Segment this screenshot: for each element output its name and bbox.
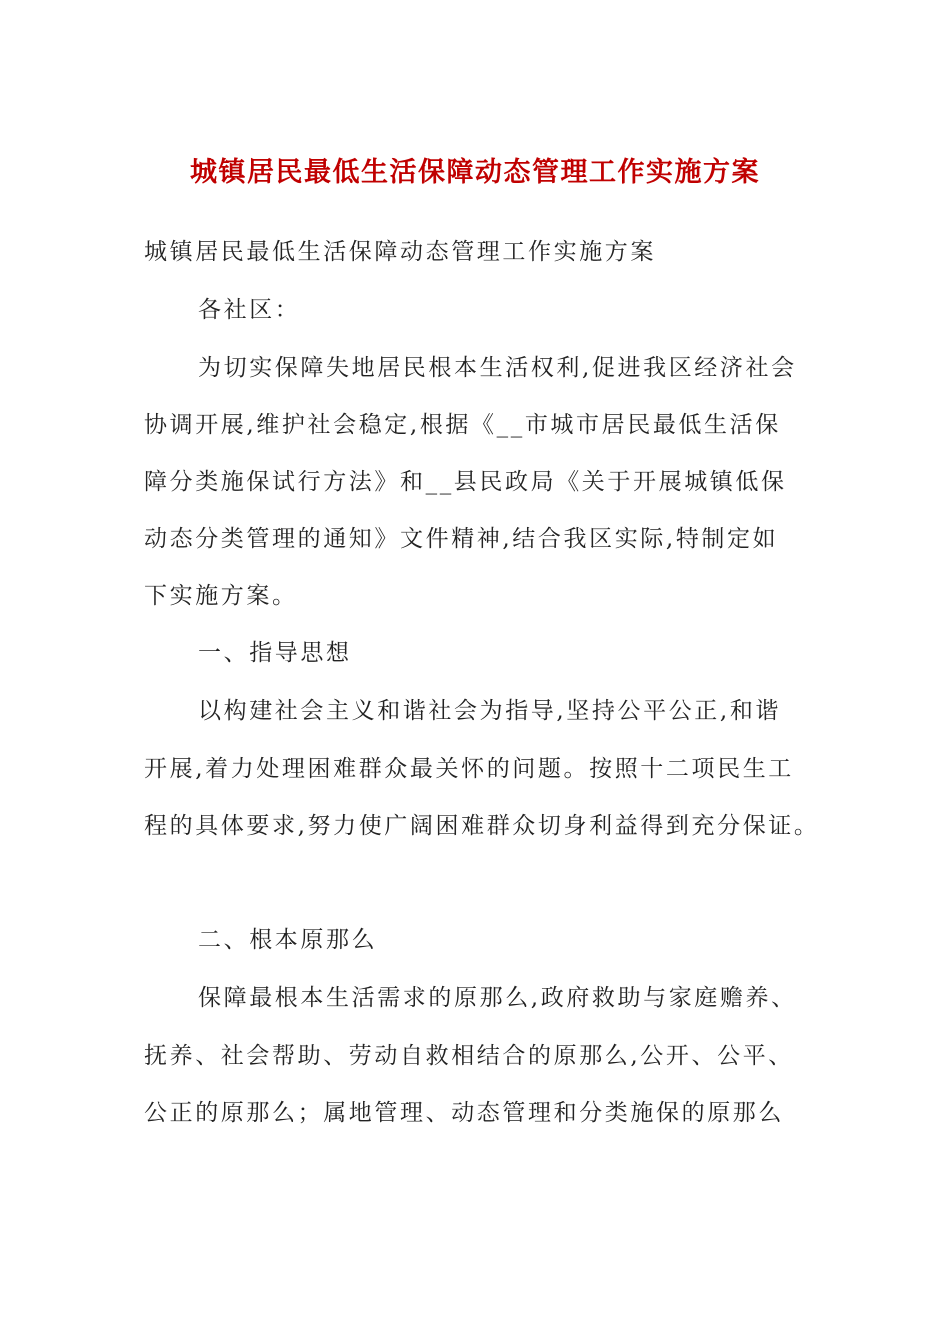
intro-line-2: 协调开展,维护社会稳定,根据《__市城市居民最低生活保 bbox=[144, 412, 781, 438]
section1-line-1: 以构建社会主义和谐社会为指导,坚持公平公正,和谐 bbox=[198, 698, 782, 724]
intro-line-5: 下实施方案。 bbox=[144, 583, 298, 609]
section1-line-3: 程的具体要求,努力使广阔困难群众切身利益得到充分保证。 bbox=[144, 813, 820, 839]
salutation: 各社区： bbox=[198, 297, 301, 323]
document-title: 城镇居民最低生活保障动态管理工作实施方案 bbox=[190, 157, 760, 188]
intro-line-4: 动态分类管理的通知》文件精神,结合我区实际,特制定如 bbox=[144, 526, 779, 552]
section1-heading: 一、指导思想 bbox=[198, 640, 352, 666]
document-subtitle: 城镇居民最低生活保障动态管理工作实施方案 bbox=[144, 239, 656, 265]
intro-line-3: 障分类施保试行方法》和__县民政局《关于开展城镇低保 bbox=[144, 469, 787, 495]
section1-line-2: 开展,着力处理困难群众最关怀的问题。按照十二项民生工 bbox=[144, 756, 794, 782]
section2-heading: 二、根本原那么 bbox=[198, 927, 378, 953]
section2-line-1: 保障最根本生活需求的原那么,政府救助与家庭赡养、 bbox=[198, 985, 797, 1011]
section2-line-2: 抚养、社会帮助、劳动自救相结合的原那么,公开、公平、 bbox=[144, 1043, 794, 1069]
section2-line-3: 公正的原那么；属地管理、动态管理和分类施保的原那么 bbox=[144, 1100, 784, 1126]
intro-line-1: 为切实保障失地居民根本生活权利,促进我区经济社会 bbox=[198, 355, 797, 381]
